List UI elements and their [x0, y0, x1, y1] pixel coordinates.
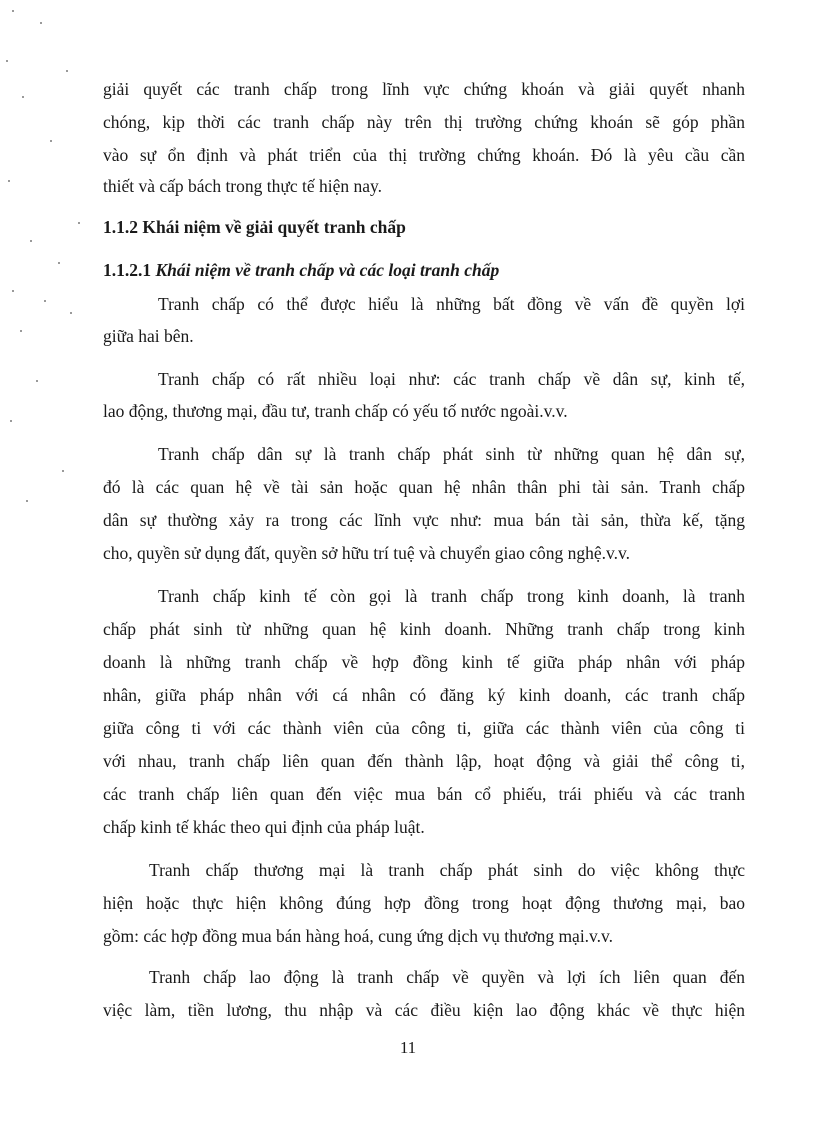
body-line: chấp kinh tế khác theo qui định của pháp luật. [103, 817, 425, 837]
body-line: chấp phát sinh từ những quan hệ kinh doanh. Những tranh chấp trong kinh [103, 619, 745, 639]
section-heading: 1.1.2 Khái niệm về giải quyết tranh chấp [103, 217, 406, 237]
paragraph-first-line: Tranh chấp thương mại là tranh chấp phát sinh do việc không thực [149, 860, 745, 880]
body-line: nhân, giữa pháp nhân với cá nhân có đăng ký kinh doanh, các tranh chấp [103, 685, 745, 705]
body-line: hiện hoặc thực hiện không đúng hợp đồng trong hoạt động thương mại, bao [103, 893, 745, 913]
subsection-title: Khái niệm về tranh chấp và các loại tranh chấp [155, 260, 500, 280]
paragraph-first-line: Tranh chấp dân sự là tranh chấp phát sinh từ những quan hệ dân sự, [158, 444, 745, 464]
body-line: doanh là những tranh chấp về hợp đồng kinh tế giữa pháp nhân với pháp [103, 652, 745, 672]
body-line: cho, quyền sử dụng đất, quyền sở hữu trí tuệ và chuyển giao công nghệ.v.v. [103, 543, 631, 563]
body-line: giữa hai bên. [103, 326, 194, 346]
subsection-number: 1.1.2.1 [103, 260, 152, 280]
scan-noise [0, 0, 100, 520]
body-line: giải quyết các tranh chấp trong lĩnh vực chứng khoán và giải quyết nhanh [103, 79, 745, 99]
paragraph-first-line: Tranh chấp lao động là tranh chấp về quyền và lợi ích liên quan đến [149, 967, 745, 987]
body-line: vào sự ổn định và phát triển của thị trường chứng khoán. Đó là yêu cầu cần [103, 145, 745, 165]
body-line: việc làm, tiền lương, thu nhập và các điều kiện lao động khác về thực hiện [103, 1000, 745, 1020]
body-line: dân sự thường xảy ra trong các lĩnh vực như: mua bán tài sản, thừa kế, tặng [103, 510, 745, 530]
paragraph-first-line: Tranh chấp có rất nhiều loại như: các tranh chấp về dân sự, kinh tế, [158, 369, 745, 389]
paragraph-first-line: Tranh chấp kinh tế còn gọi là tranh chấp trong kinh doanh, là tranh [158, 586, 745, 606]
body-line: thiết và cấp bách trong thực tế hiện nay. [103, 176, 383, 196]
paragraph-first-line: Tranh chấp có thể được hiểu là những bất đồng về vấn đề quyền lợi [158, 294, 745, 314]
body-line: với nhau, tranh chấp liên quan đến thành lập, hoạt động và giải thể công ti, [103, 751, 745, 771]
body-line: đó là các quan hệ về tài sản hoặc quan hệ nhân thân phi tài sản. Tranh chấp [103, 477, 745, 497]
body-line: lao động, thương mại, đầu tư, tranh chấp có yếu tố nước ngoài.v.v. [103, 401, 568, 421]
body-line: giữa công ti với các thành viên của công ti, giữa các thành viên của công ti [103, 718, 745, 738]
body-line: các tranh chấp liên quan đến việc mua bán cổ phiếu, trái phiếu và các tranh [103, 784, 745, 804]
subsection-heading [103, 259, 745, 281]
page-number: 11 [399, 1038, 417, 1057]
body-line: chóng, kịp thời các tranh chấp này trên thị trường chứng khoán sẽ góp phần [103, 112, 745, 132]
body-line: gồm: các hợp đồng mua bán hàng hoá, cung ứng dịch vụ thương mại.v.v. [103, 926, 614, 946]
